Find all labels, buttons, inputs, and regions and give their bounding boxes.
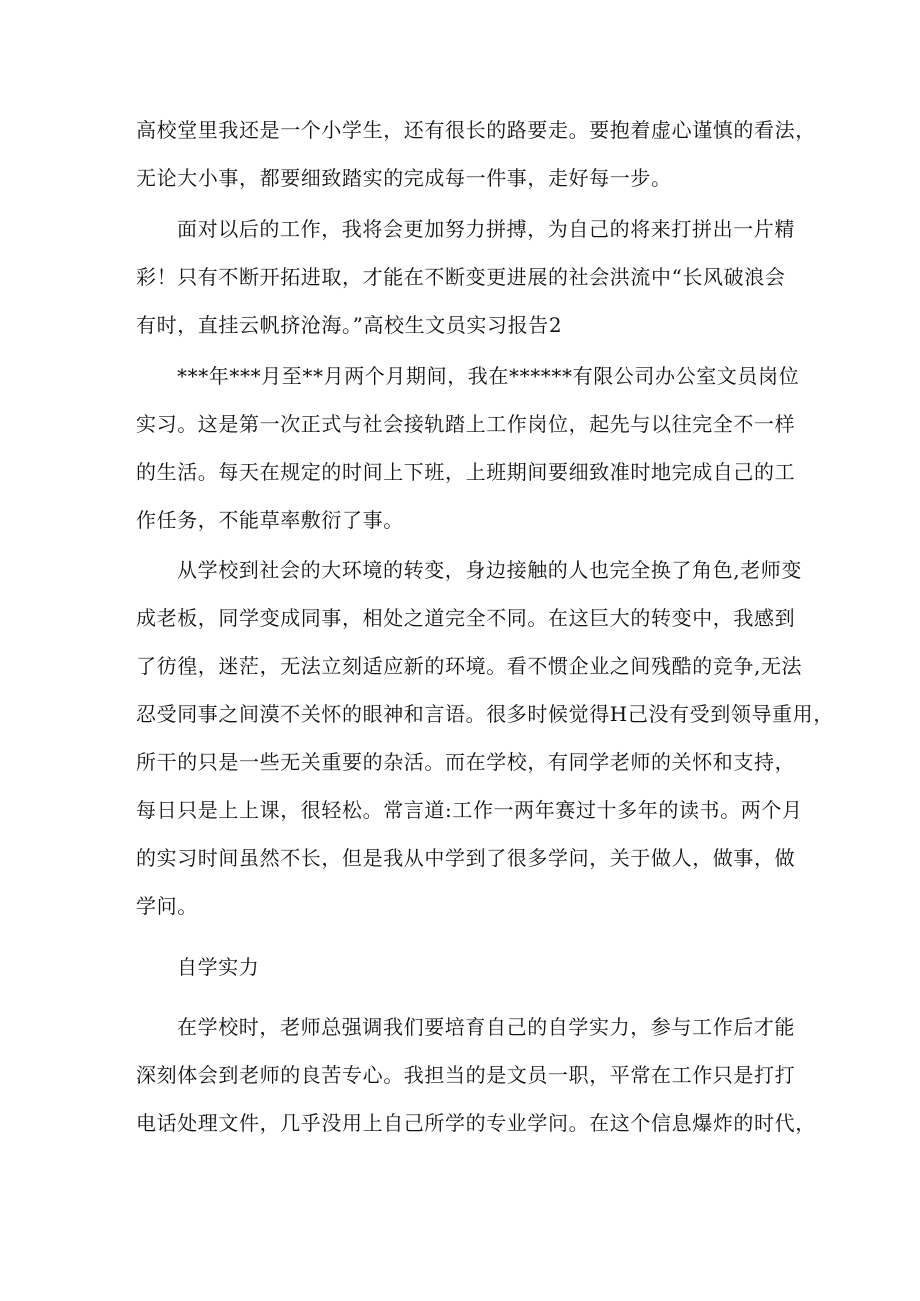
text-line: 成老板，同学变成同事，相处之道完全不同。在这巨大的转变中，我感到	[136, 606, 796, 630]
paragraph-1	[136, 106, 816, 202]
paragraph-5	[136, 1003, 816, 1147]
text-line: 学问。	[136, 894, 198, 918]
text-line: 所干的只是一些无关重要的杂活。而在学校，有同学老师的关怀和支持，	[136, 750, 796, 774]
paragraph-3	[136, 352, 800, 544]
text-line: 有时，直挂云帆挤沧海。”高校生文员实习报告2	[136, 313, 563, 337]
text-line: 高校堂里我还是一个小学生，还有很长的路要走。要抱着虚心谨慎的看法，	[136, 118, 816, 142]
text-line: 了彷徨，迷茫，无法立刻适应新的环境。看不惯企业之间残酷的竞争,无法	[136, 654, 803, 678]
section-heading	[136, 943, 796, 991]
text-line: ***年***月至**月两个月期间，我在******有限公司办公室文员岗位	[177, 364, 800, 388]
text-line: 在学校时，老师总强调我们要培育自己的自学实力，参与工作后才能	[177, 1015, 795, 1039]
text-line: 面对以后的工作，我将会更加努力拼搏，为自己的将来打拼出一片精	[177, 217, 795, 241]
text-line: 忍受同事之间漠不关怀的眼神和言语。很多时候觉得H己没有受到领导重用，	[136, 702, 834, 726]
text-line: 的实习时间虽然不长，但是我从中学到了很多学问，关于做人，做事，做	[136, 846, 796, 870]
text-line: 的生活。每天在规定的时间上下班，上班期间要细致准时地完成自己的工	[136, 460, 796, 484]
text-line: 无论大小事，都要细致踏实的完成每一件事，走好每一步。	[136, 166, 672, 190]
text-line: 电话处理文件，几乎没用上自己所学的专业学问。在这个信息爆炸的时代，	[136, 1111, 816, 1135]
text-line: 作任务，不能草率敷衍了事。	[136, 508, 404, 532]
text-line: 自学实力	[177, 955, 260, 979]
text-line: 实习。这是第一次正式与社会接轨踏上工作岗位，起先与以往完全不一样	[136, 412, 796, 436]
text-line: 彩！只有不断开拓进取，才能在不断变更进展的社会洪流中“长风破浪会	[136, 265, 786, 289]
text-line: 深刻体会到老师的良苦专心。我担当的是文员一职，平常在工作只是打打	[136, 1063, 796, 1087]
text-line: 每日只是上上课，很轻松。常言道:工作一两年赛过十多年的读书。两个月	[136, 798, 803, 822]
paragraph-4	[136, 546, 834, 930]
text-line: 从学校到社会的大环境的转变，身边接触的人也完全换了角色,老师变	[177, 558, 802, 582]
paragraph-2	[136, 205, 796, 349]
